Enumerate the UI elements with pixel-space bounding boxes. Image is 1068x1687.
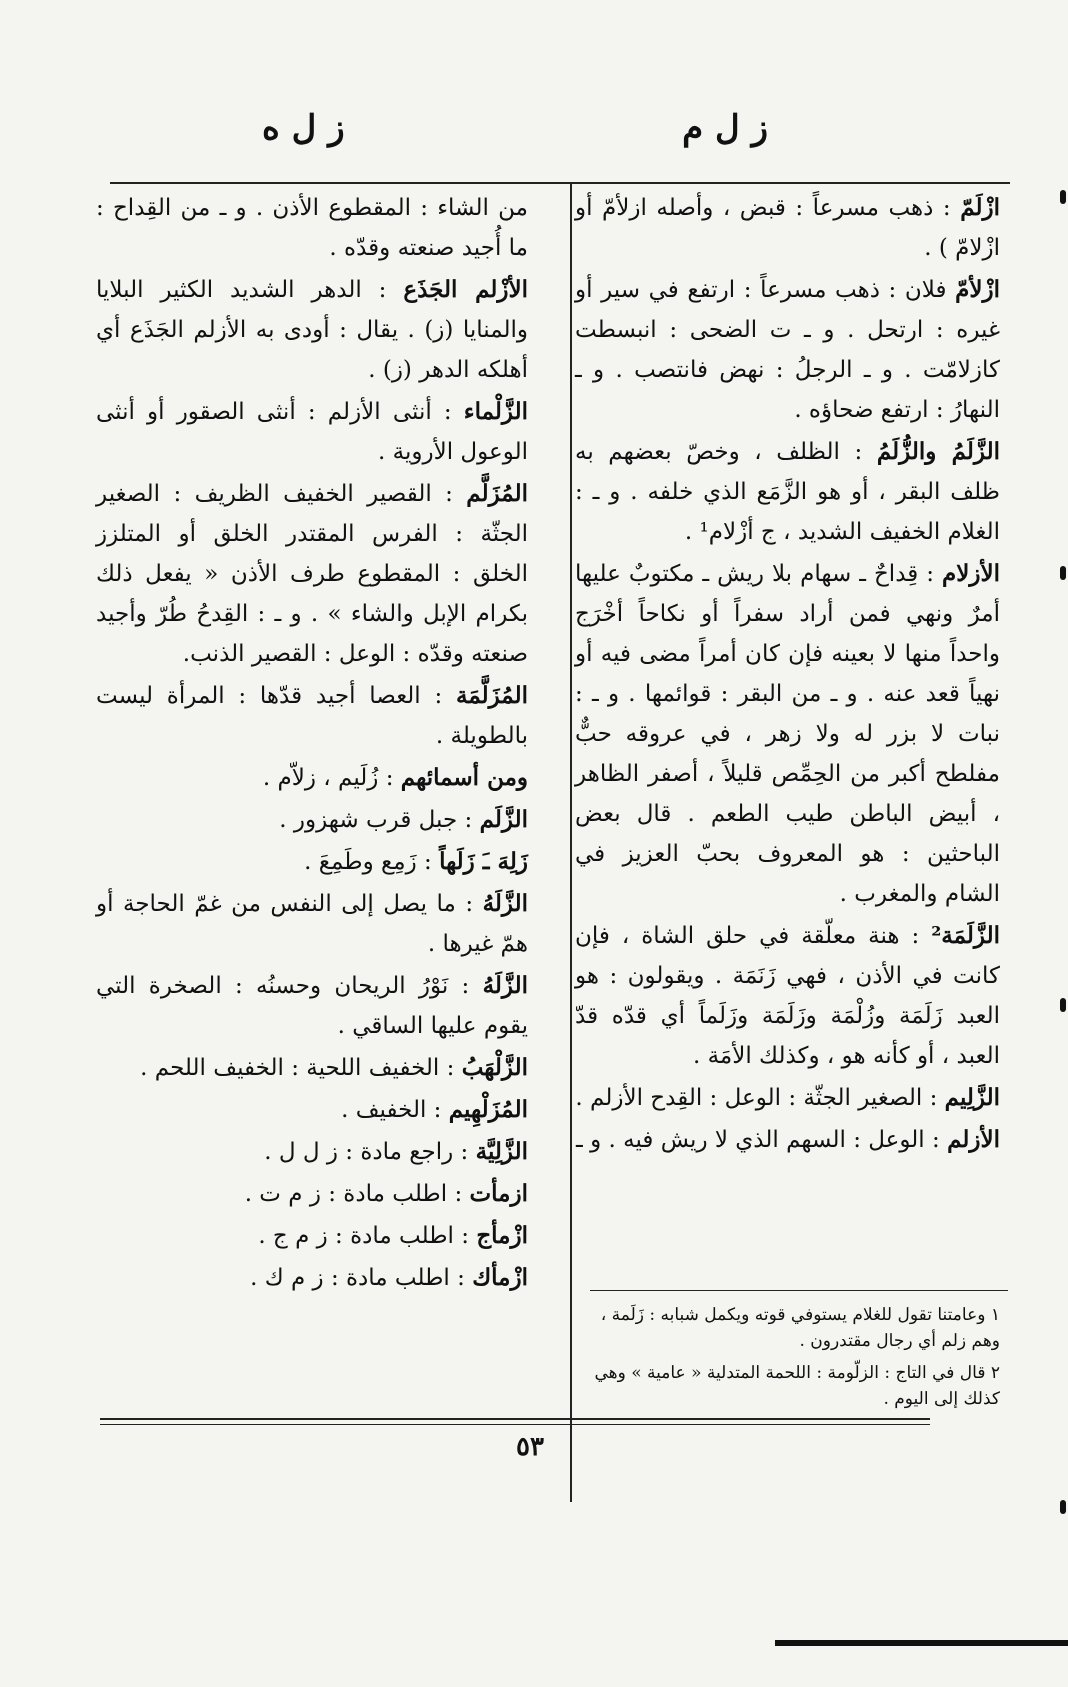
entry-headword: المُزَلَّمَة <box>455 682 529 709</box>
entry-definition: : جبل قرب شهزور . <box>279 807 473 833</box>
dictionary-entry <box>96 270 528 390</box>
entry-headword: الأزلام <box>942 560 1001 587</box>
dictionary-entry <box>575 432 1000 552</box>
margin-mark <box>1060 566 1066 580</box>
bottom-rule <box>100 1418 930 1420</box>
entry-headword: الأزلم <box>947 1126 1000 1153</box>
dictionary-entry <box>96 842 528 882</box>
entry-definition: : ما يصل إلى النفس من غمّ الحاجة أو همّ غيرها . <box>96 891 528 957</box>
entry-headword: الزَّلِيَّة <box>475 1138 528 1165</box>
entry-headword: الزَّلَم <box>479 806 528 833</box>
dictionary-entry <box>96 1216 528 1256</box>
margin-mark <box>1060 998 1066 1012</box>
dictionary-entry <box>96 800 528 840</box>
entry-headword: الزَّلْهَبُ <box>461 1054 528 1081</box>
entry-definition: : ذهب مسرعاً : قبض ، وأصله ازلأمّ أو ازْلامّ ) . <box>575 195 1000 261</box>
dictionary-entry <box>96 188 528 268</box>
entry-definition: : أنثى الأزلم : أنثى الصقور أو أنثى الوعول الأروية . <box>96 399 528 465</box>
dictionary-entry <box>96 758 528 798</box>
entry-definition: : القصير الخفيف الظريف : الصغير الجثّة : الفرس المقتدر الخلق أو المتلزز الخلق : المقطوع طرف الأذن « يفعل ذلك بكرام الإبل والشاء » . و ـ : القِدحُ طُرّ وأجيد صنعته وقدّه : الوعل : القصير الذنب. <box>96 481 528 667</box>
dictionary-entry <box>575 1120 1000 1160</box>
entry-headword: الزَّلِيم <box>944 1084 1000 1111</box>
page-number: ٥٣ <box>516 1432 544 1462</box>
entry-definition: : الخفيف . <box>341 1097 442 1123</box>
scan-edge-bar <box>775 1640 1068 1646</box>
right-column <box>575 188 1000 1162</box>
margin-mark <box>1060 1500 1066 1514</box>
entry-headword: الزَّلَهُ <box>482 972 529 999</box>
footnote-1: ١ وعامتنا تقول للغلام يستوفي قوته ويكمل شبابه : زَلَمة ، وهم زلم أي رجال مقتدرون . <box>600 1305 1000 1351</box>
footnote-rule <box>590 1290 1008 1291</box>
dictionary-entry <box>96 966 528 1046</box>
entry-headword: ازْمأك <box>472 1264 528 1291</box>
entry-headword: ازْمأج <box>476 1222 528 1249</box>
top-rule <box>110 182 1010 184</box>
entry-definition: : زَمِع وطَمِعَ . <box>304 849 432 875</box>
entry-definition: : اطلب مادة : ز م ك . <box>250 1265 465 1291</box>
dictionary-entry <box>96 392 528 472</box>
bottom-rule-thin <box>100 1424 930 1425</box>
entry-definition: : نَوْرُ الريحان وحسنُه : الصخرة التي يقوم عليها الساقي . <box>96 973 528 1039</box>
dictionary-entry <box>96 676 528 756</box>
dictionary-entry <box>575 554 1000 914</box>
dictionary-entry <box>575 270 1000 430</box>
entry-definition: : هنة معلّقة في حلق الشاة ، فإن كانت في الأذن ، فهي زَنَمَة . ويقولون : هو العبد زَلَمَة وزُلْمَة وزَلَمَة وزَلَماً أي قدّه قدّ العبد ، أو كأنه هو ، وكذلك الأمَة . <box>575 923 1000 1069</box>
entry-headword: ومن أسمائهم <box>400 764 528 791</box>
dictionary-entry <box>96 1174 528 1214</box>
dictionary-entry <box>96 1090 528 1130</box>
entry-definition: : الخفيف اللحية : الخفيف اللحم . <box>140 1055 455 1081</box>
entry-definition: : العصا أجيد قدّها : المرأة ليست بالطويلة . <box>96 683 528 749</box>
entry-definition: : راجع مادة : ز ل ل . <box>264 1139 469 1165</box>
entry-headword: المُزَلْهِيم <box>448 1096 528 1123</box>
entry-headword: ازْلَمّ <box>960 194 1001 221</box>
entry-definition: : زُلَيم ، زلاّم . <box>262 765 394 791</box>
margin-mark <box>1060 190 1066 204</box>
entry-definition: : الدهر الشديد الكثير البلايا والمنايا (ز) . يقال : أودى به الأزلم الجَذَع أي أهلكه الدهر (ز) . <box>96 277 528 383</box>
dictionary-entry <box>96 1048 528 1088</box>
left-column-header: ز ل ه <box>262 108 345 148</box>
entry-definition: : الصغير الجثّة : الوعل : القِدح الأزلم . <box>575 1085 938 1111</box>
dictionary-entry <box>575 916 1000 1076</box>
entry-definition: من الشاء : المقطوع الأذن . و ـ من القِداح : ما أُجيد صنعته وقدّه . <box>96 195 528 261</box>
entry-definition: : قِداحٌ ـ سهام بلا ريش ـ مكتوبٌ عليها أمرٌ ونهي فمن أراد سفراً أو نكاحاً أخْرَج واحداً منها لا بعينه فإن كان أمراً مضى فيه أو نهياً قعد عنه . و ـ من البقر : قوائمها . و ـ : نبات لا بزر له ولا زهر ، في عروقه حبٌّ مفلطح أكبر من الحِمِّص قليلاً ، أصفر الظاهر ، أبيض الباطن طيب الطعم . قال بعض الباحثين : هو المعروف بحبّ العزيز في الشام والمغرب . <box>575 561 1000 907</box>
entry-headword: زَلِهَ ـَ زَلَهاً <box>439 848 528 875</box>
entry-headword: ازْلأمّ <box>955 276 1000 303</box>
entry-definition: : الظلف ، وخصّ بعضهم به ظلف البقر ، أو هو الزَّمَع الذي خلفه . و ـ : الغلام الخفيف الشديد ، ج أزْلام¹ . <box>575 439 1000 545</box>
dictionary-entry <box>96 1132 528 1172</box>
column-divider <box>570 182 572 1502</box>
footnotes <box>588 1302 1000 1418</box>
entry-headword: الزَّلَمَة² <box>931 922 1001 949</box>
dictionary-entry <box>575 188 1000 268</box>
footnote-2: ٢ قال في التاج : الزلّومة : اللحمة المتدلية « عامية » وهي كذلك إلى اليوم . <box>594 1363 1000 1409</box>
dictionary-entry <box>96 884 528 964</box>
right-column-header: ز ل م <box>682 108 768 148</box>
entry-headword: المُزَلَّم <box>466 480 528 507</box>
entry-headword: الزَّلَمُ والزُّلَمُ <box>876 438 1000 465</box>
entry-definition: فلان : ذهب مسرعاً : ارتفع في سير أو غيره : ارتحل . و ـ ت الضحى : انبسطت كازلامّت . و ـ الرجلُ : نهض فانتصب . و ـ النهارُ : ارتفع ضحاؤه . <box>575 277 1000 423</box>
entry-headword: الزَّلَهُ <box>482 890 529 917</box>
entry-headword: ازمأت <box>469 1180 528 1207</box>
left-column <box>96 188 528 1300</box>
dictionary-entry <box>96 474 528 674</box>
entry-definition: : اطلب مادة : ز م ج . <box>258 1223 470 1249</box>
dictionary-entry <box>575 1078 1000 1118</box>
entry-headword: الزَّلْماء <box>463 398 529 425</box>
dictionary-entry <box>96 1258 528 1298</box>
entry-definition: : الوعل : السهم الذي لا ريش فيه . و ـ <box>576 1127 940 1153</box>
entry-headword: الأزْلم الجَذَع <box>403 276 529 303</box>
entry-definition: : اطلب مادة : ز م ت . <box>244 1181 463 1207</box>
